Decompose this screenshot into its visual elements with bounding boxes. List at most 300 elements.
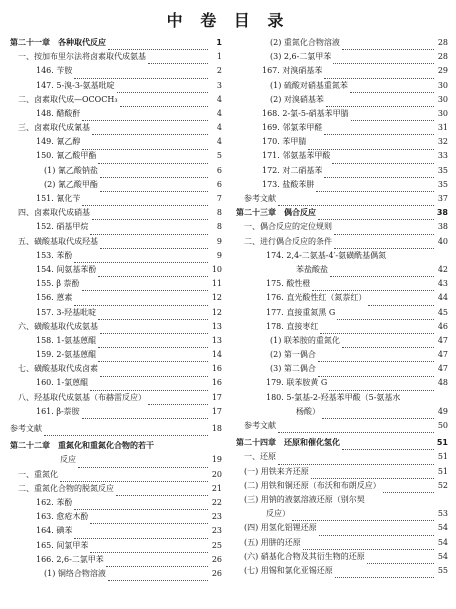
- toc-entry-title: 反应: [60, 455, 76, 465]
- toc-entry-title: 167. 对溴硝基苯: [262, 66, 323, 76]
- toc-dot-leader: [367, 553, 434, 564]
- toc-entry: [236, 36, 448, 50]
- toc-page-number: 38: [436, 208, 448, 218]
- toc-dot-leader: [342, 39, 434, 50]
- toc-entry-title: 第二十一章 各种取代反应: [10, 37, 106, 47]
- toc-entry: [10, 79, 222, 93]
- toc-page-number: 8: [216, 222, 222, 232]
- toc-dot-leader: [308, 139, 434, 150]
- toc-dot-leader: [326, 96, 434, 107]
- toc-entry-title: 杨酸）: [296, 406, 320, 416]
- toc-entry-title: 168. 2-氯-5-硝基苯甲腈: [262, 108, 349, 118]
- toc-entry: [10, 50, 222, 64]
- toc-dot-leader: [335, 567, 434, 578]
- toc-entry-title: 157. 3-羟基吡啶: [36, 307, 97, 317]
- toc-entry-title: 反应）: [266, 509, 290, 519]
- toc-dot-leader: [383, 482, 434, 493]
- toc-entry-title: 一、重氮化: [18, 469, 58, 479]
- toc-page-number: 35: [437, 165, 448, 175]
- toc-entry: [236, 220, 448, 234]
- toc-dot-leader: [98, 309, 208, 320]
- toc-dot-leader: [402, 395, 434, 405]
- toc-entry-title: 171. 邻氨基苯甲酸: [262, 151, 331, 161]
- toc-entry: [236, 291, 448, 305]
- toc-entry: [10, 291, 222, 305]
- toc-dot-leader: [312, 280, 434, 291]
- toc-entry: [10, 496, 222, 510]
- toc-dot-leader: [324, 124, 434, 135]
- toc-entry: [10, 510, 222, 524]
- toc-page-number: 33: [437, 151, 448, 161]
- toc-entry: [10, 405, 222, 419]
- toc-entry-title: (2) 重氮化合物溶液: [270, 37, 340, 47]
- toc-dot-leader: [98, 153, 208, 164]
- toc-page-number: 42: [437, 264, 448, 274]
- toc-dot-leader: [292, 510, 434, 521]
- toc-entry: [236, 79, 448, 93]
- toc-entry: [236, 479, 448, 493]
- toc-entry-title: (1) 联苯胺的重氮化: [270, 335, 340, 345]
- toc-entry-title: (二) 用铁和铜还原（布沃和布朗反应）: [244, 480, 381, 490]
- toc-page-number: 54: [437, 537, 448, 547]
- toc-dot-leader: [324, 167, 434, 178]
- toc-entry: [10, 391, 222, 405]
- toc-page-number: 6: [216, 165, 222, 175]
- toc-entry: [10, 348, 222, 362]
- toc-entry-title: 八、羟基取代成氨基（布赫雷反应）: [18, 392, 146, 402]
- toc-entry-title: (3) 第二偶合: [270, 364, 316, 374]
- toc-dot-leader: [330, 266, 434, 277]
- toc-entry: [236, 263, 448, 277]
- toc-entry-title: (2) 对溴硝基苯: [270, 94, 324, 104]
- toc-entry: [236, 135, 448, 149]
- toc-dot-leader: [90, 542, 208, 553]
- toc-page-number: 10: [211, 264, 222, 274]
- toc-dot-leader: [278, 195, 434, 206]
- toc-entry-title: (五) 用肼的还原: [244, 537, 301, 547]
- toc-dot-leader: [156, 443, 208, 453]
- toc-dot-leader: [351, 110, 434, 121]
- toc-entry: [10, 192, 222, 206]
- toc-page-number: 47: [437, 335, 448, 345]
- toc-dot-leader: [120, 96, 208, 107]
- toc-page-number: 51: [437, 452, 448, 462]
- toc-dot-leader: [318, 209, 434, 220]
- toc-page-number: 28: [437, 37, 448, 47]
- toc-right-column: [236, 36, 448, 578]
- toc-page-number: 30: [437, 80, 448, 90]
- toc-dot-leader: [100, 181, 208, 192]
- toc-entry-title: 149. 氰乙醇: [36, 137, 81, 147]
- toc-entry: [236, 419, 448, 433]
- toc-entry-title: 四、卤素取代成硝基: [18, 208, 90, 218]
- toc-entry-title: 148. 醋酸酐: [36, 108, 81, 118]
- toc-entry: [236, 121, 448, 135]
- toc-entry: [10, 468, 222, 482]
- toc-dot-leader: [332, 153, 434, 164]
- toc-entry: [10, 553, 222, 567]
- toc-entry-title: 第二十二章 重氮化和重氮化合物的若干: [10, 441, 154, 451]
- toc-chapter-entry: [236, 206, 448, 220]
- toc-dot-leader: [44, 425, 208, 436]
- toc-page-number: 5: [216, 151, 222, 161]
- toc-entry-title: (3) 2,6-二氯甲苯: [270, 52, 332, 62]
- toc-page-number: 1: [216, 37, 222, 47]
- toc-entry-title: 苯盐酸盐: [296, 264, 328, 274]
- toc-page-number: 30: [437, 94, 448, 104]
- toc-entry: [236, 465, 448, 479]
- toc-page-number: 1: [216, 52, 222, 62]
- toc-dot-leader: [367, 497, 434, 507]
- toc-entry: [10, 263, 222, 277]
- toc-dot-leader: [78, 457, 208, 468]
- toc-page-number: 2: [216, 66, 222, 76]
- toc-dot-leader: [82, 195, 208, 206]
- toc-page-number: 29: [437, 66, 448, 76]
- toc-dot-leader: [108, 570, 208, 581]
- toc-entry-title: 147. 5-溴-3-氨基吡啶: [36, 80, 115, 90]
- toc-page-number: 4: [216, 94, 222, 104]
- toc-page-number: 47: [437, 350, 448, 360]
- toc-page-number: 37: [437, 194, 448, 204]
- toc-entry-title: 参考文献: [244, 421, 276, 431]
- toc-entry: [10, 306, 222, 320]
- toc-entry: [10, 249, 222, 263]
- toc-entry-title: (1) 铜络合物溶液: [44, 568, 106, 578]
- toc-dot-leader: [100, 366, 208, 377]
- toc-entry-title: 151. 氰化苄: [36, 194, 81, 204]
- toc-chapter-entry: [10, 36, 222, 50]
- toc-entry: [236, 334, 448, 348]
- toc-page-number: 54: [437, 523, 448, 533]
- toc-entry: [236, 249, 448, 263]
- toc-entry-title: 一、偶合反应的定位规则: [244, 222, 332, 232]
- toc-dot-leader: [74, 295, 208, 306]
- toc-entry-title: 三、卤素取代成氰基: [18, 123, 90, 133]
- toc-dot-leader: [388, 253, 434, 263]
- toc-page-number: 46: [437, 321, 448, 331]
- toc-entry: [10, 178, 222, 192]
- toc-entry: [10, 220, 222, 234]
- toc-entry-title: 174. 2,4-二氨基-4′-氨磺酰基偶氮: [266, 250, 387, 260]
- toc-page-number: 48: [437, 378, 448, 388]
- toc-entry: [236, 536, 448, 550]
- toc-entry-title: (2) 第一偶合: [270, 350, 316, 360]
- toc-dot-leader: [350, 82, 434, 93]
- toc-entry: [236, 391, 448, 405]
- toc-entry: [10, 362, 222, 376]
- toc-page-number: 13: [211, 335, 222, 345]
- toc-chapter-entry: [236, 436, 448, 450]
- toc-entry: [236, 277, 448, 291]
- toc-dot-leader: [98, 337, 208, 348]
- toc-entry: [236, 507, 448, 521]
- toc-dot-leader: [100, 167, 208, 178]
- toc-entry-title: 152. 硝基甲烷: [36, 222, 89, 232]
- toc-dot-leader: [278, 422, 434, 433]
- toc-entry-title: 160. 1-氯蒽醌: [36, 378, 89, 388]
- toc-page-number: 47: [437, 364, 448, 374]
- toc-entry-title: 175. 酸性橙: [266, 279, 311, 289]
- toc-page-number: 54: [437, 551, 448, 561]
- toc-dot-leader: [90, 224, 208, 235]
- toc-dot-leader: [320, 323, 434, 334]
- toc-page-number: 8: [216, 208, 222, 218]
- toc-page-number: 45: [437, 307, 448, 317]
- toc-entry: [10, 164, 222, 178]
- toc-entry: [10, 320, 222, 334]
- toc-page-number: 6: [216, 179, 222, 189]
- toc-entry: [10, 107, 222, 121]
- toc-dot-leader: [74, 528, 208, 539]
- toc-entry-title: (一) 用铁来齐还原: [244, 466, 309, 476]
- toc-page-number: 49: [437, 406, 448, 416]
- toc-entry-title: 146. 苄胺: [36, 66, 73, 76]
- toc-entry-title: 七、磺酸基取代成卤素: [18, 364, 98, 374]
- toc-entry: [236, 178, 448, 192]
- toc-entry: [10, 453, 222, 467]
- toc-entry-title: (六) 硝基化合物及其衍生物的还原: [244, 551, 365, 561]
- toc-dot-leader: [319, 525, 434, 536]
- toc-dot-leader: [316, 181, 434, 192]
- toc-entry-title: 161. β-萘胺: [36, 406, 80, 416]
- toc-entry: [10, 524, 222, 538]
- toc-page-number: 23: [211, 512, 222, 522]
- toc-page-number: 16: [211, 364, 222, 374]
- toc-dot-leader: [98, 351, 208, 362]
- toc-page-number: 14: [211, 350, 222, 360]
- toc-entry-title: 第二十四章 还原和催化氢化: [236, 438, 340, 448]
- toc-entry-title: 172. 对二硝基苯: [262, 165, 323, 175]
- toc-entry: [236, 320, 448, 334]
- toc-page-number: 17: [211, 406, 222, 416]
- toc-page-number: 22: [211, 497, 222, 507]
- toc-entry: [236, 377, 448, 391]
- toc-dot-leader: [117, 82, 208, 93]
- toc-entry: [236, 362, 448, 376]
- toc-entry-title: 154. 间氨基苯酚: [36, 264, 97, 274]
- toc-entry: [10, 482, 222, 496]
- toc-dot-leader: [322, 408, 434, 419]
- toc-dot-leader: [334, 238, 434, 249]
- toc-page-number: 19: [211, 455, 222, 465]
- toc-dot-leader: [90, 513, 208, 524]
- toc-entry-title: 参考文献: [244, 194, 276, 204]
- toc-page-number: 3: [216, 80, 222, 90]
- toc-dot-leader: [318, 366, 434, 377]
- toc-entry: [10, 150, 222, 164]
- toc-entry: [236, 493, 448, 507]
- toc-page-number: 4: [216, 137, 222, 147]
- toc-dot-leader: [342, 337, 434, 348]
- toc-page-number: 21: [211, 483, 222, 493]
- toc-entry: [10, 422, 222, 436]
- toc-page-number: 31: [437, 123, 448, 133]
- toc-entry-title: (三) 用钠的液氨溶液还原（别尔契: [244, 494, 365, 504]
- toc-entry-title: (1) 硫酸对硝基重氮苯: [270, 80, 348, 90]
- toc-dot-leader: [278, 454, 434, 465]
- toc-dot-leader: [337, 309, 434, 320]
- toc-entry-title: 第二十三章 偶合反应: [236, 208, 316, 218]
- toc-dot-leader: [329, 380, 434, 391]
- toc-entry: [10, 206, 222, 220]
- toc-entry-title: 177. 直接重氮黑 G: [266, 307, 336, 317]
- toc-dot-leader: [116, 485, 208, 496]
- toc-entry: [10, 93, 222, 107]
- toc-page-number: 43: [437, 279, 448, 289]
- toc-page-number: 26: [211, 554, 222, 564]
- toc-entry-title: 一、按加布里尔法将卤素取代成氨基: [18, 52, 146, 62]
- toc-entry-title: 二、重氮化合物的脱氮反应: [18, 483, 114, 493]
- toc-entry-title: 150. 氰乙酸甲酯: [36, 151, 97, 161]
- toc-dot-leader: [148, 394, 208, 405]
- page-title: 中 卷 目 录: [166, 11, 290, 30]
- toc-entry-title: 五、磺酸基取代成羟基: [18, 236, 98, 246]
- toc-entry: [236, 64, 448, 78]
- toc-entry: [236, 50, 448, 64]
- toc-entry: [236, 348, 448, 362]
- toc-page-number: 9: [216, 236, 222, 246]
- toc-entry-title: 163. 愈疮木酚: [36, 512, 89, 522]
- toc-entry: [10, 567, 222, 581]
- toc-entry-title: 156. 蒽素: [36, 293, 73, 303]
- toc-dot-leader: [90, 380, 208, 391]
- toc-page-number: 23: [211, 526, 222, 536]
- toc-dot-leader: [303, 539, 434, 550]
- toc-page-number: 26: [211, 568, 222, 578]
- toc-entry-title: 一、还原: [244, 452, 276, 462]
- toc-chapter-entry: [10, 439, 222, 453]
- toc-page-number: 25: [211, 540, 222, 550]
- toc-entry: [236, 564, 448, 578]
- toc-entry: [236, 192, 448, 206]
- toc-dot-leader: [324, 68, 434, 79]
- toc-dot-leader: [82, 408, 208, 419]
- toc-page-number: 52: [437, 480, 448, 490]
- toc-entry: [10, 64, 222, 78]
- toc-entry-title: 153. 苯酚: [36, 250, 73, 260]
- toc-entry: [10, 539, 222, 553]
- toc-entry: [236, 150, 448, 164]
- toc-page-number: 40: [437, 236, 448, 246]
- toc-entry: [10, 377, 222, 391]
- toc-page-number: 11: [211, 279, 222, 289]
- toc-left-column: [10, 36, 222, 581]
- toc-dot-leader: [342, 439, 434, 450]
- toc-page-number: 30: [437, 108, 448, 118]
- toc-dot-leader: [100, 238, 208, 249]
- toc-entry-title: 162. 苯酚: [36, 497, 73, 507]
- toc-entry: [236, 164, 448, 178]
- toc-entry-title: 二、卤素取代成—OCOCH₃: [18, 94, 118, 104]
- toc-dot-leader: [100, 323, 208, 334]
- toc-entry-title: 176. 直光酸性红（氮萘红）: [266, 293, 367, 303]
- toc-entry-title: 二、进行偶合反应的条件: [244, 236, 332, 246]
- toc-entry: [236, 405, 448, 419]
- toc-dot-leader: [98, 266, 208, 277]
- toc-page-number: 12: [211, 293, 222, 303]
- toc-page-number: 55: [437, 565, 448, 575]
- toc-dot-leader: [74, 252, 208, 263]
- toc-page-number: 17: [211, 392, 222, 402]
- toc-entry: [236, 235, 448, 249]
- toc-entry-title: 参考文献: [10, 424, 42, 434]
- toc-entry-title: 165. 间氯甲苯: [36, 540, 89, 550]
- toc-dot-leader: [318, 351, 434, 362]
- toc-page-number: 4: [216, 123, 222, 133]
- toc-dot-leader: [60, 471, 208, 482]
- toc-page-number: 51: [436, 438, 448, 448]
- toc-page-number: 13: [211, 321, 222, 331]
- toc-entry-title: (七) 用锡和氯化亚锡还原: [244, 565, 333, 575]
- toc-entry-title: 164. 碘苯: [36, 526, 73, 536]
- toc-page-number: 51: [437, 466, 448, 476]
- toc-entry: [236, 450, 448, 464]
- toc-entry-title: (2) 氰乙酸甲酯: [44, 179, 98, 189]
- toc-page-number: 28: [437, 52, 448, 62]
- toc-page-number: 44: [437, 293, 448, 303]
- toc-page-number: 9: [216, 250, 222, 260]
- toc-entry: [10, 135, 222, 149]
- toc-entry-title: (1) 氰乙酸钠盐: [44, 165, 98, 175]
- toc-entry: [236, 107, 448, 121]
- toc-dot-leader: [74, 499, 208, 510]
- toc-entry: [10, 235, 222, 249]
- toc-dot-leader: [311, 468, 434, 479]
- toc-entry: [10, 121, 222, 135]
- toc-entry-title: 166. 2,6-二氯甲苯: [36, 554, 104, 564]
- toc-dot-leader: [92, 209, 208, 220]
- toc-page-number: 7: [216, 194, 222, 204]
- toc-page-number: 35: [437, 179, 448, 189]
- toc-page-number: 16: [211, 378, 222, 388]
- toc-page-number: 18: [211, 424, 222, 434]
- toc-page-number: 50: [437, 421, 448, 431]
- toc-dot-leader: [92, 124, 208, 135]
- toc-entry-title: 179. 联苯胺黄 G: [266, 378, 328, 388]
- toc-entry-title: 155. β 萘酚: [36, 279, 80, 289]
- toc-entry-title: 159. 2-氨基蒽醌: [36, 350, 97, 360]
- toc-entry-title: 180. 5-氯基-2-羟基苯甲酸（5-氨基水: [266, 392, 401, 402]
- toc-dot-leader: [148, 53, 208, 64]
- toc-page-number: 32: [437, 137, 448, 147]
- toc-entry-title: 158. 1-氨基蒽醌: [36, 335, 97, 345]
- toc-entry: [236, 521, 448, 535]
- toc-dot-leader: [333, 53, 434, 64]
- toc-page-number: 53: [437, 509, 448, 519]
- toc-dot-leader: [106, 556, 208, 567]
- toc-entry-title: 169. 邻氯苯甲醛: [262, 123, 323, 133]
- toc-page-number: 20: [211, 469, 222, 479]
- toc-entry: [236, 306, 448, 320]
- toc-dot-leader: [82, 139, 208, 150]
- toc-page-number: 38: [437, 222, 448, 232]
- toc-entry: [236, 93, 448, 107]
- toc-dot-leader: [74, 68, 208, 79]
- toc-entry-title: 178. 直接枣红: [266, 321, 319, 331]
- toc-dot-leader: [108, 39, 208, 50]
- toc-entry: [236, 550, 448, 564]
- toc-entry-title: 六、磺酸基取代成氨基: [18, 321, 98, 331]
- toc-dot-leader: [368, 295, 434, 306]
- toc-dot-leader: [82, 280, 208, 291]
- toc-entry-title: 170. 苯甲腈: [262, 137, 307, 147]
- toc-page-number: 4: [216, 108, 222, 118]
- toc-dot-leader: [82, 110, 208, 121]
- toc-dot-leader: [334, 224, 434, 235]
- toc-entry: [10, 334, 222, 348]
- toc-entry-title: (四) 用氢化铝锂还原: [244, 523, 317, 533]
